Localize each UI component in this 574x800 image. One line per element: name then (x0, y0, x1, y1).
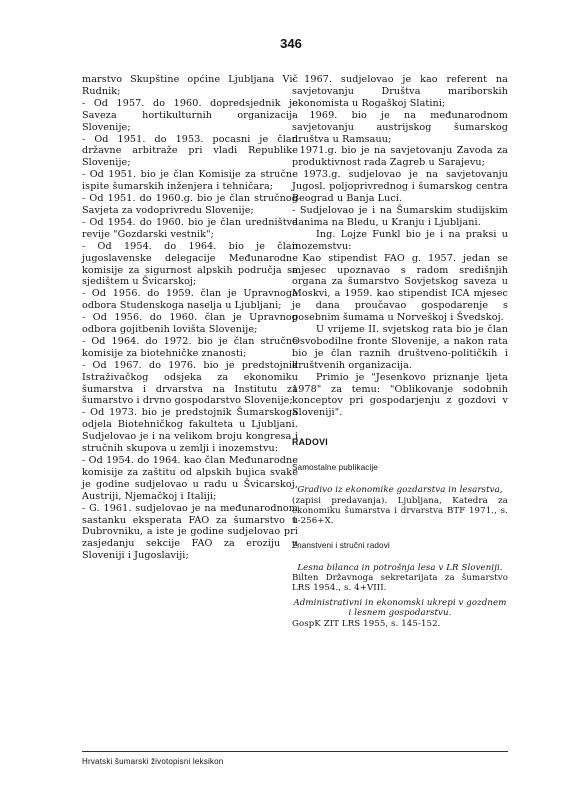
paragraph: - Od 1956. do 1960. član je Upravnog odbora gojitbenih lovišta Slovenije; (82, 312, 298, 336)
publication-details: GospK ZIT LRS 1955, s. 145-152. (292, 618, 441, 629)
publication-details: (zapisi predavanja). Ljubljana, Katedra za ekonomiku šumarstva i drvarstva BTF 1971., s. 1-256+X. (292, 495, 508, 527)
subheading-publications: Samostalne publikacije (292, 463, 378, 473)
right-column (292, 74, 508, 642)
footer-divider (82, 751, 508, 752)
paragraph: - Od 1954. do 1960. bio je član uredništva revije "Gozdarski vestnik"; (82, 216, 298, 240)
paragraph: - Kao stipendist FAO g. 1957. jedan se mjesec upoznavao s radom središnjih organa za šumarstvo Sovjetskog saveza u Moskvi, a 1959. kao stipendist ICA mjesec je dana proučavao gospodarenje s posebnim šumama u Norveškoj i Švedskoj. (292, 252, 508, 324)
paragraph: - 1967. sudjelovao je kao referent na savjetovanju Društva mariborskih ekonomista u Rogaškoj Slatini; (292, 74, 508, 109)
paragraph: - Od 1957. do 1960. dopredsjednik je Saveza hortikulturnih organizacija Slovenije; (82, 97, 298, 133)
paragraph: Primio je "Jesenkovo priznanje ljeta 1978" za temu: "Oblikovanje sodobnih konceptov pri gospodarjenju z gozdovi v Sloveniji". (292, 371, 508, 419)
publication-title: Lesna bilanca in potrošnja lesa v LR Sloveniji. (297, 562, 503, 573)
paragraph: - Od 1951. bio je član Komisije za stručne ispite šumarskih inženjera i tehničara; (82, 169, 298, 193)
paragraph: - Od 1954. do 1964. bio je član jugoslavenske delegacije Međunarodne komisije za sigurnost alpskih područja sa sjedištem u Švicarskoj; (82, 240, 298, 288)
paragraph: - G. 1961. sudjelovao je na međunarodnom sastanku eksperata FAO za šumarstvo u Dubrovniku, a iste je godine sudjelovao pri zasjedanju sekcije FAO za eroziju u Sloveniji i Jugoslaviji; (82, 502, 298, 562)
page-number: 346 (280, 36, 302, 51)
paragraph: - 1969. bio je na međunarodnom savjetovanju austrijskog šumarskog društva u Ramsauu; (292, 109, 508, 145)
paragraph: U vrijeme II. svjetskog rata bio je član Osvobodilne fronte Slovenije, a nakon rata bio je član raznih društveno-političkih i društvenih organizacija. (292, 324, 508, 371)
paragraph: - Od 1956. do 1959. član je Upravnoga odbora Studenskoga naselja u Ljubljani; (82, 288, 298, 312)
publication-title: Administrativni in ekonomski ukrepi v gozdnem i lesnem gospodarstvu. (293, 597, 507, 619)
publication-entry (292, 563, 508, 594)
paragraph: - Od 1951. do 1953. pocasni je član državne arbitraže pri vladi Republike Slovenije; (82, 133, 298, 169)
subheading-scientific-works: Znanstveni i stručni radovi (292, 540, 390, 550)
paragraph: marstvo Skupštine općine Ljubljana Vič Rudnik; (82, 74, 298, 97)
paragraph: - Od 1951. do 1960.g. bio je član stručnog Savjeta za vodoprivredu Slovenije; (82, 193, 298, 216)
footer-text: Hrvatski šumarski životopisni leksikon (82, 757, 224, 766)
paragraph: - Od 1964. do 1972. bio je član stručne komisije za biotehničke znanosti; (82, 335, 298, 359)
paragraph: - 1973.g. sudjelovao je na savjetovanju Jugosl. poljoprivrednog i šumarskog centra Beograd u Banja Luci. (292, 169, 508, 205)
left-column (82, 74, 298, 562)
publication-details: Bilten Državnoga sekretarijata za šumarstvo LRS 1954., s. 4+VIII. (292, 573, 508, 594)
publication-entry (292, 485, 508, 527)
paragraph: - Sudjelovao je i na Šumarskim studijskim danima na Bledu, u Kranju i Ljubljani. (292, 204, 508, 228)
paragraph: Ing. Lojze Funkl bio je i na praksi u inozemstvu: (292, 228, 508, 252)
paragraph: - 1971.g. bio je na savjetovanju Zavoda za produktivnost rada Zagreb u Sarajevu; (292, 145, 508, 169)
paragraph: - Od 1967. do 1976. bio je predstojnik Istraživačkog odsjeka za ekonomiku šumarstva i drvarstva na Institutu za šumarstvo i drvno gospodarstvo Slovenije; (82, 359, 298, 407)
publication-entry (292, 598, 508, 629)
paragraph: - Od 1973. bio je predstojnik Šumarskoga odjela Biotehničkog fakulteta u Ljubljani. Sudjelovao je i na velikom broju kongresa i stručnih skupova u zemlji i inozemstvu: (82, 407, 298, 455)
publication-title: Gradivo iz ekonomike gozdarstva in lesarstva, (297, 485, 503, 496)
section-heading-radovi: RADOVI (292, 437, 329, 448)
paragraph: - Od 1954. do 1964. kao član Međunarodne komisije za zaštitu od alpskih bujica svake je godine sudjelovao u radu u Švicarskoj, Austriji, Njemačkoj i Italiji; (82, 455, 298, 502)
